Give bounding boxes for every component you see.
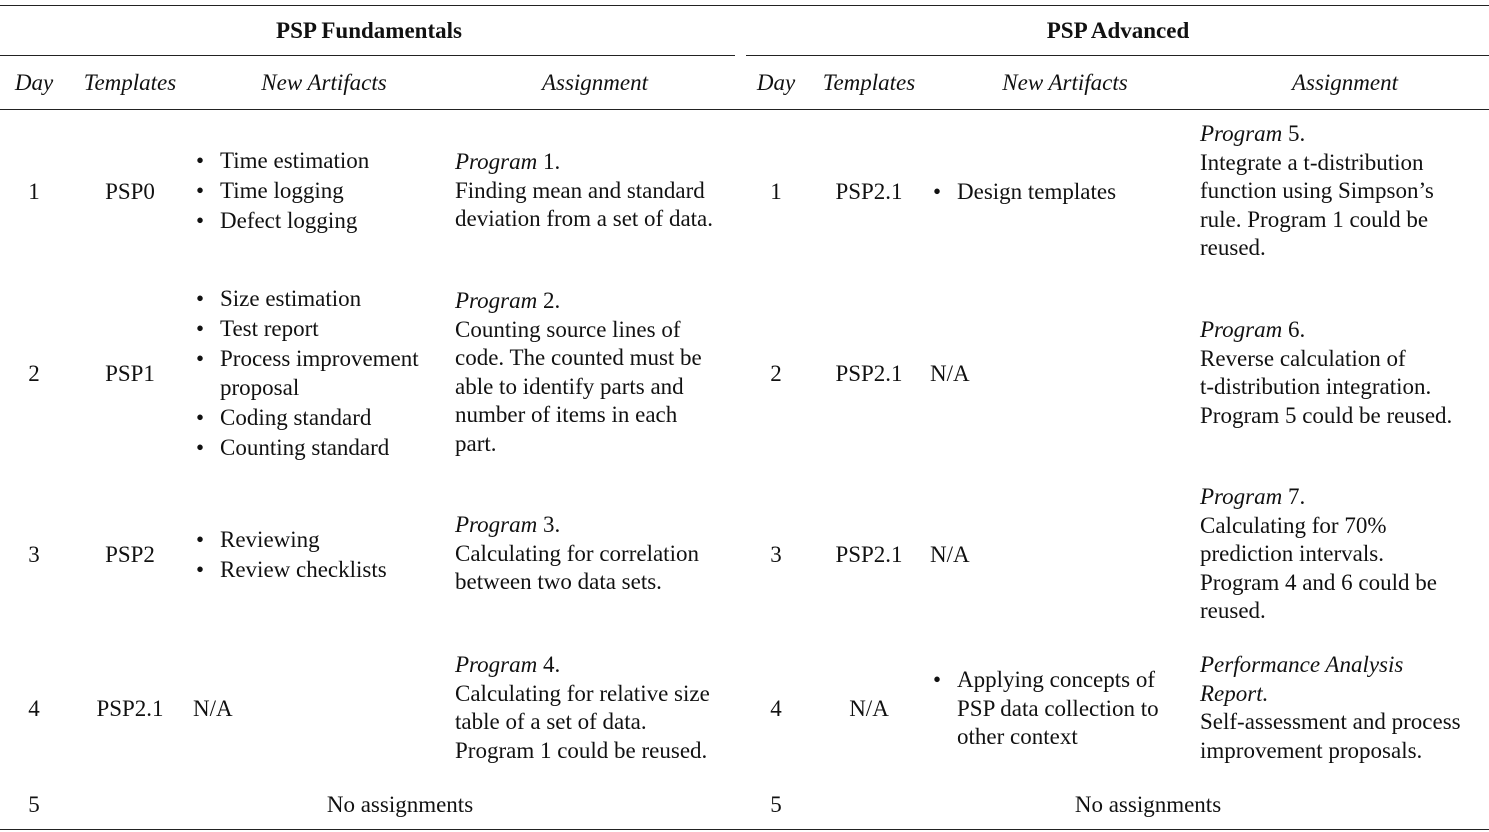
artifact-item: • Applying concepts of [928,666,1159,695]
no-assignments: No assignments [1074,792,1222,817]
artifact-item: • Time logging [191,176,369,206]
advanced-header: PSP Advanced [1046,18,1190,43]
artifact-list [928,177,1116,207]
template-cell: PSP2.1 [835,542,903,567]
assignment-cell [1200,483,1437,626]
template-cell: PSP0 [105,179,155,204]
assignment-cell [455,148,713,234]
fundamentals-header: PSP Fundamentals [276,18,462,43]
artifact-na: N/A [930,542,970,567]
top-rule [0,5,1489,6]
day-cell: 4 [28,696,40,721]
assignment-cell [455,651,710,765]
assignment-cell [455,511,699,597]
template-cell: PSP2 [105,542,155,567]
artifact-item-continued: proposal [220,375,300,401]
artifact-item: • Time estimation [191,146,369,176]
assignment-cell [455,287,702,458]
day-cell: 5 [770,792,782,817]
assignment-line: Calculating for 70% [1200,512,1387,538]
artifact-na: N/A [930,361,970,386]
program-label: Program [455,288,538,313]
day-cell: 2 [770,361,782,386]
header-rule [0,109,1489,110]
report-title-line: Performance Analysis [1200,652,1404,677]
program-number: 3. [537,512,561,537]
template-cell: PSP1 [105,361,155,386]
program-number: 7. [1282,484,1306,509]
assignment-line: Finding mean and standard [455,177,705,203]
assignment-line: number of items in each [455,402,678,427]
assignment-line: rule. Program 1 could be [1200,206,1429,232]
artifact-item: • Reviewing [191,525,387,555]
day-cell: 2 [28,361,40,386]
program-label: Program [455,652,538,677]
program-number: 5. [1282,121,1306,146]
artifact-item: • Design templates [928,177,1116,207]
day-cell: 5 [28,792,40,817]
col-header-assignment: Assignment [541,70,649,95]
assignment-line: deviation from a set of data. [455,206,714,231]
artifact-item: • Defect logging [191,206,369,236]
day-cell: 1 [770,179,782,204]
artifact-list [928,666,1159,752]
assignment-line: able to identify parts and [455,373,684,399]
artifact-item: • Coding standard [191,403,419,433]
assignment-line: Program 4 and 6 could be [1200,569,1437,595]
artifact-item: • Size estimation [191,284,419,314]
col-header-assignment-adv: Assignment [1291,70,1399,95]
program-label: Program [455,512,538,537]
col-header-day: Day [14,70,54,95]
assignment-line: Integrate a t-distribution [1200,149,1424,175]
template-cell: PSP2.1 [835,179,903,204]
report-title-line: Report. [1200,680,1269,706]
assignment-line: code. The counted must be [455,345,702,370]
artifact-item-continued: PSP data collection to [957,695,1159,721]
assignment-cell [1200,120,1434,263]
assignment-line: reused. [1200,235,1266,260]
advanced-group-rule [746,55,1489,56]
program-number: 6. [1282,317,1306,342]
assignment-line: Calculating for relative size [455,680,710,706]
template-cell: PSP2.1 [835,361,903,386]
program-number: 4. [537,652,561,677]
col-header-day-adv: Day [756,70,796,95]
artifact-item: • Process improvement [191,344,419,374]
artifact-item: • Test report [191,314,419,344]
program-number: 2. [537,288,561,313]
program-label: Program [1200,317,1283,342]
assignment-line: t-distribution integration. [1200,374,1432,399]
program-label: Program [455,149,538,174]
artifact-item-continued: other context [957,724,1078,749]
col-header-artifacts-adv: New Artifacts [1002,70,1128,95]
assignment-line: reused. [1200,598,1266,623]
assignment-cell [1200,316,1452,430]
assignment-line: Calculating for correlation [455,540,699,566]
assignment-line: function using Simpson’s [1200,178,1434,203]
assignment-line: part. [455,430,497,456]
assignment-line: Program 5 could be reused. [1200,402,1453,428]
template-cell: PSP2.1 [96,696,164,721]
artifact-list [191,525,387,585]
col-header-templates: Templates [83,70,177,95]
artifact-item: • Review checklists [191,555,387,585]
program-label: Program [1200,484,1283,509]
assignment-line: improvement proposals. [1200,737,1423,763]
assignment-line: Program 1 could be reused. [455,737,708,763]
fundamentals-group-rule [0,55,735,56]
bottom-rule [0,829,1489,830]
artifact-list [191,284,419,463]
program-number: 1. [537,149,561,174]
day-cell: 1 [28,179,40,204]
assignment-line: Reverse calculation of [1200,345,1406,371]
assignment-line: table of a set of data. [455,709,647,734]
no-assignments: No assignments [326,792,474,817]
col-header-templates-adv: Templates [822,70,916,95]
artifact-item: • Counting standard [191,433,419,463]
day-cell: 3 [770,542,782,567]
template-cell: N/A [849,696,889,721]
col-header-artifacts: New Artifacts [261,70,387,95]
assignment-line: Counting source lines of [455,316,681,342]
assignment-cell [1200,651,1461,765]
program-label: Program [1200,121,1283,146]
day-cell: 4 [770,696,782,721]
assignment-line: prediction intervals. [1200,541,1384,566]
artifact-na: N/A [193,696,233,721]
assignment-line: between two data sets. [455,569,662,594]
artifact-list [191,146,369,236]
day-cell: 3 [28,542,40,567]
assignment-line: Self-assessment and process [1200,709,1461,734]
